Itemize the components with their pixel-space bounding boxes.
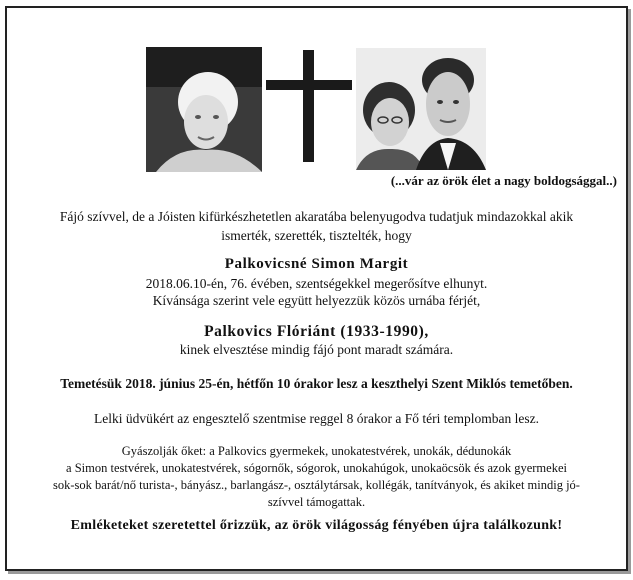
death-note [20,275,613,309]
portrait-photo-woman [146,47,262,172]
mourners-line: a Simon testvérek, unokatestvérek, sógornők, sógorok, unokahúgok, unokaöcsök és azok gyermekei [66,461,567,475]
cross-symbol [266,50,352,162]
intro-line: Fájó szívvel, de a Jóisten kifürkészhetetlen akaratába belenyugodva tudatjuk mindazokkal akik [59,209,574,224]
intro-line: ismerték, szerették, tisztelték, hogy [221,228,412,243]
portrait-couple-image [356,48,486,170]
death-note-line: 2018.06.10-én, 76. évében, szentségekkel megerősítve elhunyt. [145,276,488,291]
mourners-line: szívvel támogattak. [267,495,366,509]
mass-announcement: Lelki üdvükért az engesztelő szentmise reggel 8 órakor a Fő téri templomban lesz. [94,411,539,426]
deceased-name: Palkovicsné Simon Margit [224,256,409,272]
death-note-line: Kívánsága szerint vele együtt helyezzük közös urnába férjét, [152,293,481,308]
husband-note: kinek elvesztése mindig fájó pont maradt számára. [179,342,454,357]
mourners-list [20,443,613,511]
funeral-announcement: Temetésük 2018. június 25-én, hétfőn 10 órakor lesz a keszthelyi Szent Miklós temetőben. [60,376,573,391]
motto-caption: (...vár az örök élet a nagy boldogsággal..) [390,173,617,188]
husband-name: Palkovics Flóriánt (1933-1990), [204,323,429,340]
portrait-woman-image [146,47,262,172]
portrait-photo-couple [356,48,486,170]
mourners-line: sok-sok barát/nő turista-, bányász., barlangász-, osztálytársak, kollégák, tanítványok, és akiket mindig jó- [53,478,580,492]
closing-line: Emléketeket szeretettel őrizzük, az örök világosság fényében újra találkozunk! [70,518,563,533]
mourners-line: Gyászolják őket: a Palkovics gyermekek, unokatestvérek, unokák, dédunokák [121,444,512,458]
intro-paragraph [20,207,613,245]
